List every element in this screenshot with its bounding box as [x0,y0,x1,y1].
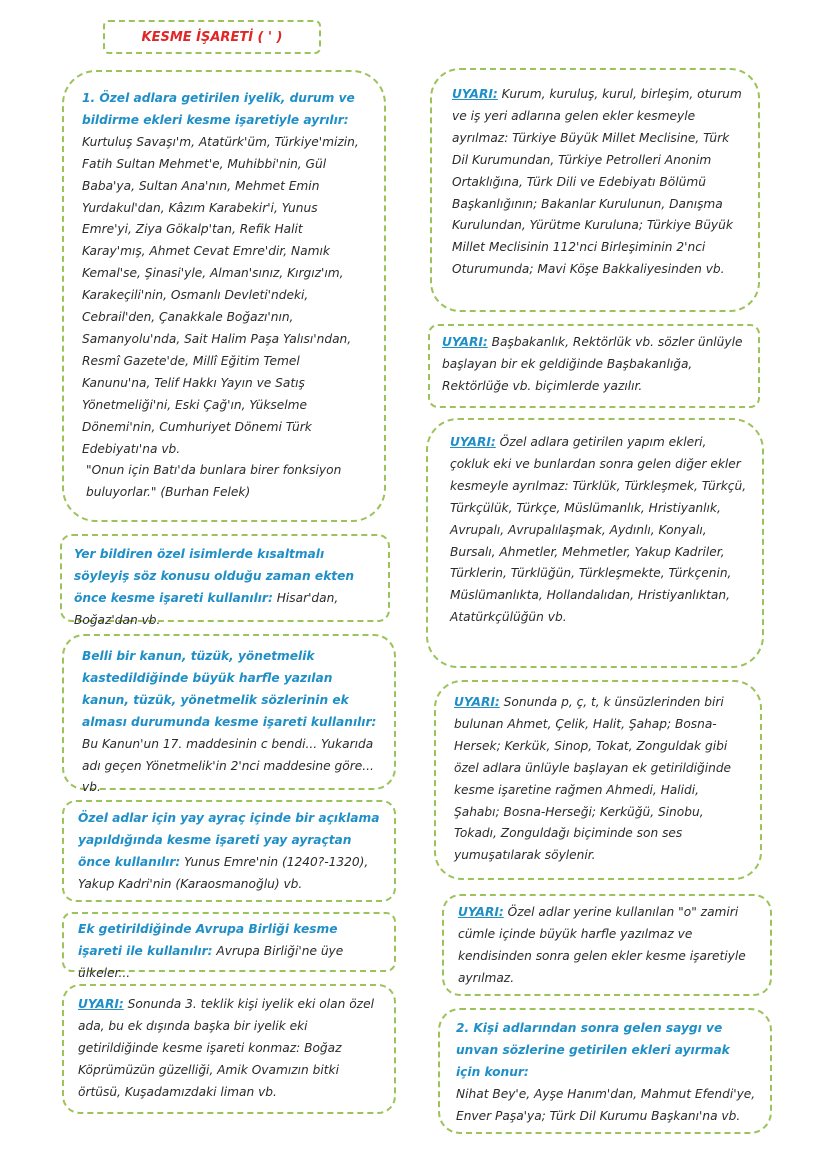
warning-consonant-softening-box [434,680,762,880]
rule-eu-heading: Ek getirildiğinde Avrupa Birliği kesme işareti ile kullanılır: [78,922,338,958]
rule-place-names-heading: Yer bildiren özel isimlerde kısaltmalı söyleyiş söz konusu olduğu zaman ekten önce kesme işareti kullanılır: [74,547,355,605]
warning-possessive-text: Sonunda 3. teklik kişi iyelik eki olan özel ada, bu ek dışında başka bir iyelik eki getirildiğinde kesme işareti konmaz: Boğaz Köprümüzün güzelliği, Amik Ovamızın bitki örtüsü, Kuşadamızdaki liman vb. [78,997,374,1099]
warning-label: UYARI: [454,695,500,709]
rule-parenthesis-heading: Özel adlar için yay ayraç içinde bir açıklama yapıldığında kesme işareti yay ayraçtan önce kullanılır: [78,811,380,869]
rule-law-names-heading: Belli bir kanun, tüzük, yönetmelik kastedildiğinde büyük harfle yazılan kanun, tüzük, yönetmelik sözlerinin ek alması durumunda kesme işareti kullanılır: [82,649,377,729]
rule-place-names-examples: Hisar'dan, Boğaz'dan vb. [74,590,339,627]
page-title: KESME İŞARETİ ( ' ) [141,29,283,45]
warning-label: UYARI: [442,335,488,349]
rule-parenthesis-box [62,800,396,902]
warning-label: UYARI: [450,435,496,449]
warning-basbakanlik-box [428,324,760,408]
rule-2-heading: 2. Kişi adlarından sonra gelen saygı ve unvan sözlerine getirilen ekleri ayırmak için konur: [456,1021,730,1079]
warning-label: UYARI: [78,997,124,1011]
warning-pronoun-o-text: Özel adlar yerine kullanılan "o" zamiri cümle içinde büyük harfle yazılmaz ve kendisinden sonra gelen ekler kesme işaretiyle ayrılmaz. [458,905,746,985]
rule-2-box [438,1008,772,1134]
rule-1-examples: Kurtuluş Savaşı'm, Atatürk'üm, Türkiye'mizin, Fatih Sultan Mehmet'e, Muhibbi'nin, Gül Baba'ya, Sultan Ana'nın, Mehmet Emin Yurdakul'dan, Kâzım Karabekir'i, Yunus Emre'yi, Ziya Gökalp'tan, Refik Halit Karay'mış, Ahmet Cevat Emre'dir, Namık Kemal'se, Şinasi'yle, Alman'sınız, Kırgız'ım, Karakeçili'nin, Osmanlı Devleti'ndeki, Cebrail'den, Çanakkale Boğazı'nın, Samanyolu'nda, Sait Halim Paşa Yalısı'ndan, Resmî Gazete'de, Millî Eğitim Temel Kanunu'na, Telif Hakkı Yayın ve Satış Yönetmeliği'ni, Eski Çağ'ın, Yükselme Dönemi'nin, Cumhuriyet Dönemi Türk Edebiyatı'na vb. [82,134,359,456]
title-box [103,20,321,54]
warning-derivational-box [426,418,764,668]
rule-eu-box [62,912,396,980]
rule-1-heading: 1. Özel adlara getirilen iyelik, durum ve bildirme ekleri kesme işaretiyle ayrılır: [82,91,355,127]
warning-label: UYARI: [452,87,498,101]
rule-2-examples: Nihat Bey'e, Ayşe Hanım'dan, Mahmut Efendi'ye, Enver Paşa'ya; Türk Dil Kurumu Başkanı'na vb. [456,1086,756,1123]
warning-label: UYARI: [458,905,504,919]
warning-possessive-box [62,984,396,1114]
rule-law-names-box [62,634,396,795]
rule-place-names-box [60,534,390,627]
warning-institutions-box [430,68,760,312]
warning-derivational-text: Özel adlara getirilen yapım ekleri, çokluk eki ve bunlardan sonra gelen diğer ekler kesmeyle ayrılmaz: Türklük, Türkleşmek, Türkçü, Türkçülük, Türkçe, Müslümanlık, Hristiyanlık, Avrupalı, Avrupalılaşmak, Aydınlı, Konyalı, Bursalı, Ahmetler, Mehmetler, Yakup Kadriler, Türklerin, Türklüğün, Türkleşmekte, Türkçenin, Müslümanlıkta, Hollandalıdan, Hristiyanlıktan, Atatürkçülüğün vb. [450,435,747,625]
warning-basbakanlik-text: Başbakanlık, Rektörlük vb. sözler ünlüyle başlayan bir ek geldiğinde Başbakanlığa, Rektörlüğe vb. biçimlerde yazılır. [442,335,743,393]
rule-eu-examples: Avrupa Birliği'ne üye ülkeler... [78,943,344,980]
rule-law-names-examples: Bu Kanun'un 17. maddesinin c bendi... Yukarıda adı geçen Yönetmelik'in 2'nci maddesine göre... vb. [82,736,374,795]
warning-pronoun-o-box [442,894,772,996]
rule-1-quote: "Onun için Batı'da bunlara birer fonksiyon buluyorlar." (Burhan Felek) [86,463,342,500]
rule-1-box [62,70,386,522]
rule-parenthesis-examples: Yunus Emre'nin (1240?-1320), Yakup Kadri'nin (Karaosmanoğlu) vb. [78,854,369,891]
warning-consonant-softening-text: Sonunda p, ç, t, k ünsüzlerinden biri bulunan Ahmet, Çelik, Halit, Şahap; Bosna-Hersek; Kerkük, Sinop, Tokat, Zonguldak gibi özel adlara ünlüyle başlayan ek getirildiğinde kesme işaretine rağmen Ahmedi, Halidi, Şahabı; Bosna-Herseği; Kerküğü, Sinobu, Tokadı, Zonguldağı biçiminde son ses yumuşatılarak söylenir. [454,695,732,863]
warning-institutions-text: Kurum, kuruluş, kurul, birleşim, oturum ve iş yeri adlarına gelen ekler kesmeyle ayrılmaz: Türkiye Büyük Millet Meclisine, Türk Dil Kurumundan, Türkiye Petrolleri Anonim Ortaklığına, Türk Dili ve Edebiyatı Bölümü Başkanlığının; Bakanlar Kurulunun, Danışma Kurulundan, Yürütme Kuruluna; Türkiye Büyük Millet Meclisinin 112'nci Birleşiminin 2'nci Oturumunda; Mavi Köşe Bakkaliyesinden vb. [452,87,742,277]
